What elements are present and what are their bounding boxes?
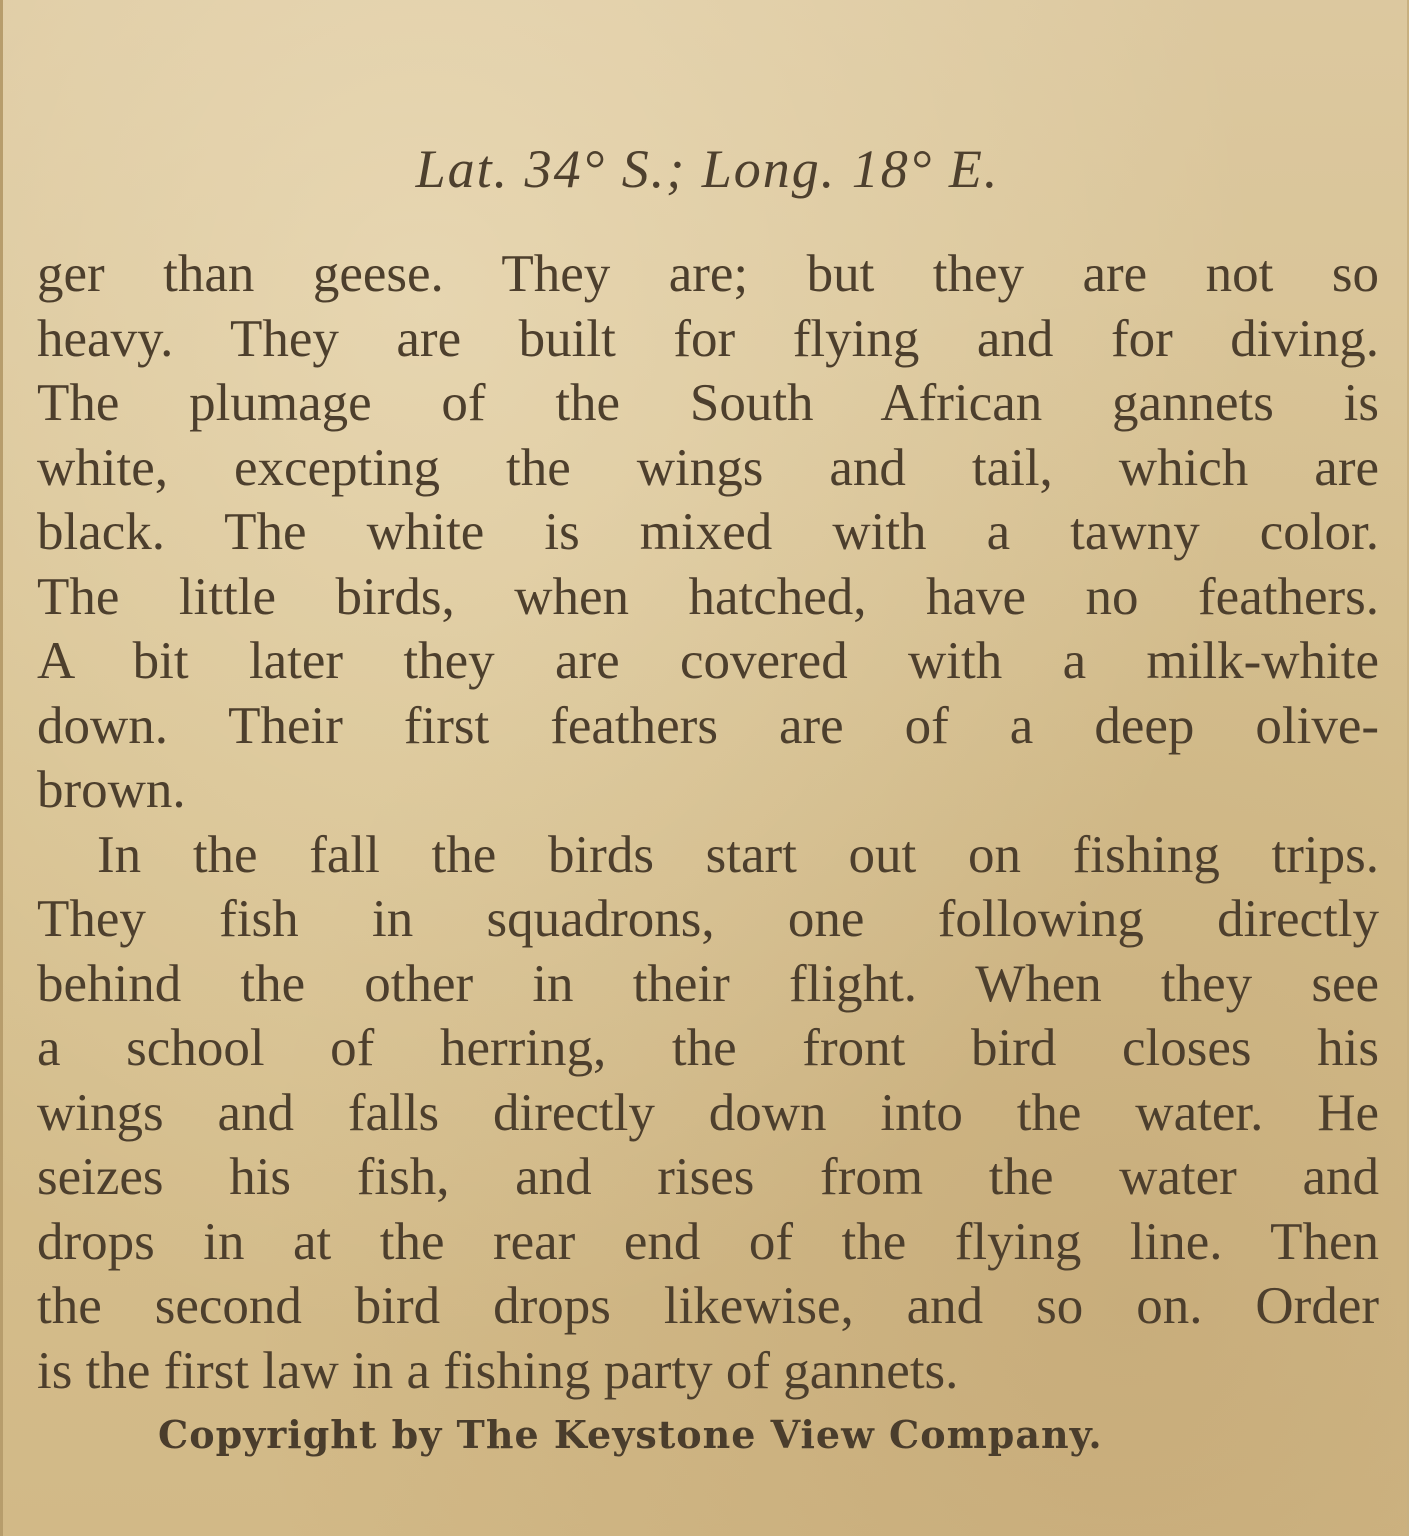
text-line: ger than geese. They are; but they are not so	[37, 245, 1379, 303]
text-line: down. Their first feathers are of a deep olive-	[37, 696, 1379, 755]
coordinates-heading: Lat. 34° S.; Long. 18° E.	[415, 139, 1000, 199]
text-line: seizes his fish, and rises from the water and	[37, 1148, 1379, 1206]
text-line: is the first law in a fishing party of gannets.	[37, 1341, 959, 1400]
text-line: The little birds, when hatched, have no feathers.	[37, 567, 1379, 626]
text-line: white, excepting the wings and tail, which are	[37, 438, 1379, 497]
text-line: They fish in squadrons, one following directly	[37, 890, 1379, 948]
text-line: heavy. They are built for flying and for diving.	[37, 309, 1379, 368]
text-line: In the fall the birds start out on fishing trips.	[97, 825, 1379, 884]
text-line: a school of herring, the front bird closes his	[37, 1019, 1379, 1077]
copyright-notice: Copyright by The Keystone View Company.	[158, 1412, 1103, 1457]
text-line: A bit later they are covered with a milk-white	[37, 632, 1379, 690]
body-text	[37, 242, 1379, 1403]
text-line: black. The white is mixed with a tawny color.	[37, 503, 1379, 561]
text-line: drops in at the rear end of the flying line. Then	[37, 1212, 1379, 1271]
text-line: behind the other in their flight. When they see	[37, 954, 1379, 1013]
text-line: the second bird drops likewise, and so on. Order	[37, 1277, 1379, 1335]
text-line: The plumage of the South African gannets is	[37, 374, 1379, 432]
text-line: wings and falls directly down into the water. He	[37, 1083, 1379, 1142]
text-line: brown.	[37, 761, 186, 819]
